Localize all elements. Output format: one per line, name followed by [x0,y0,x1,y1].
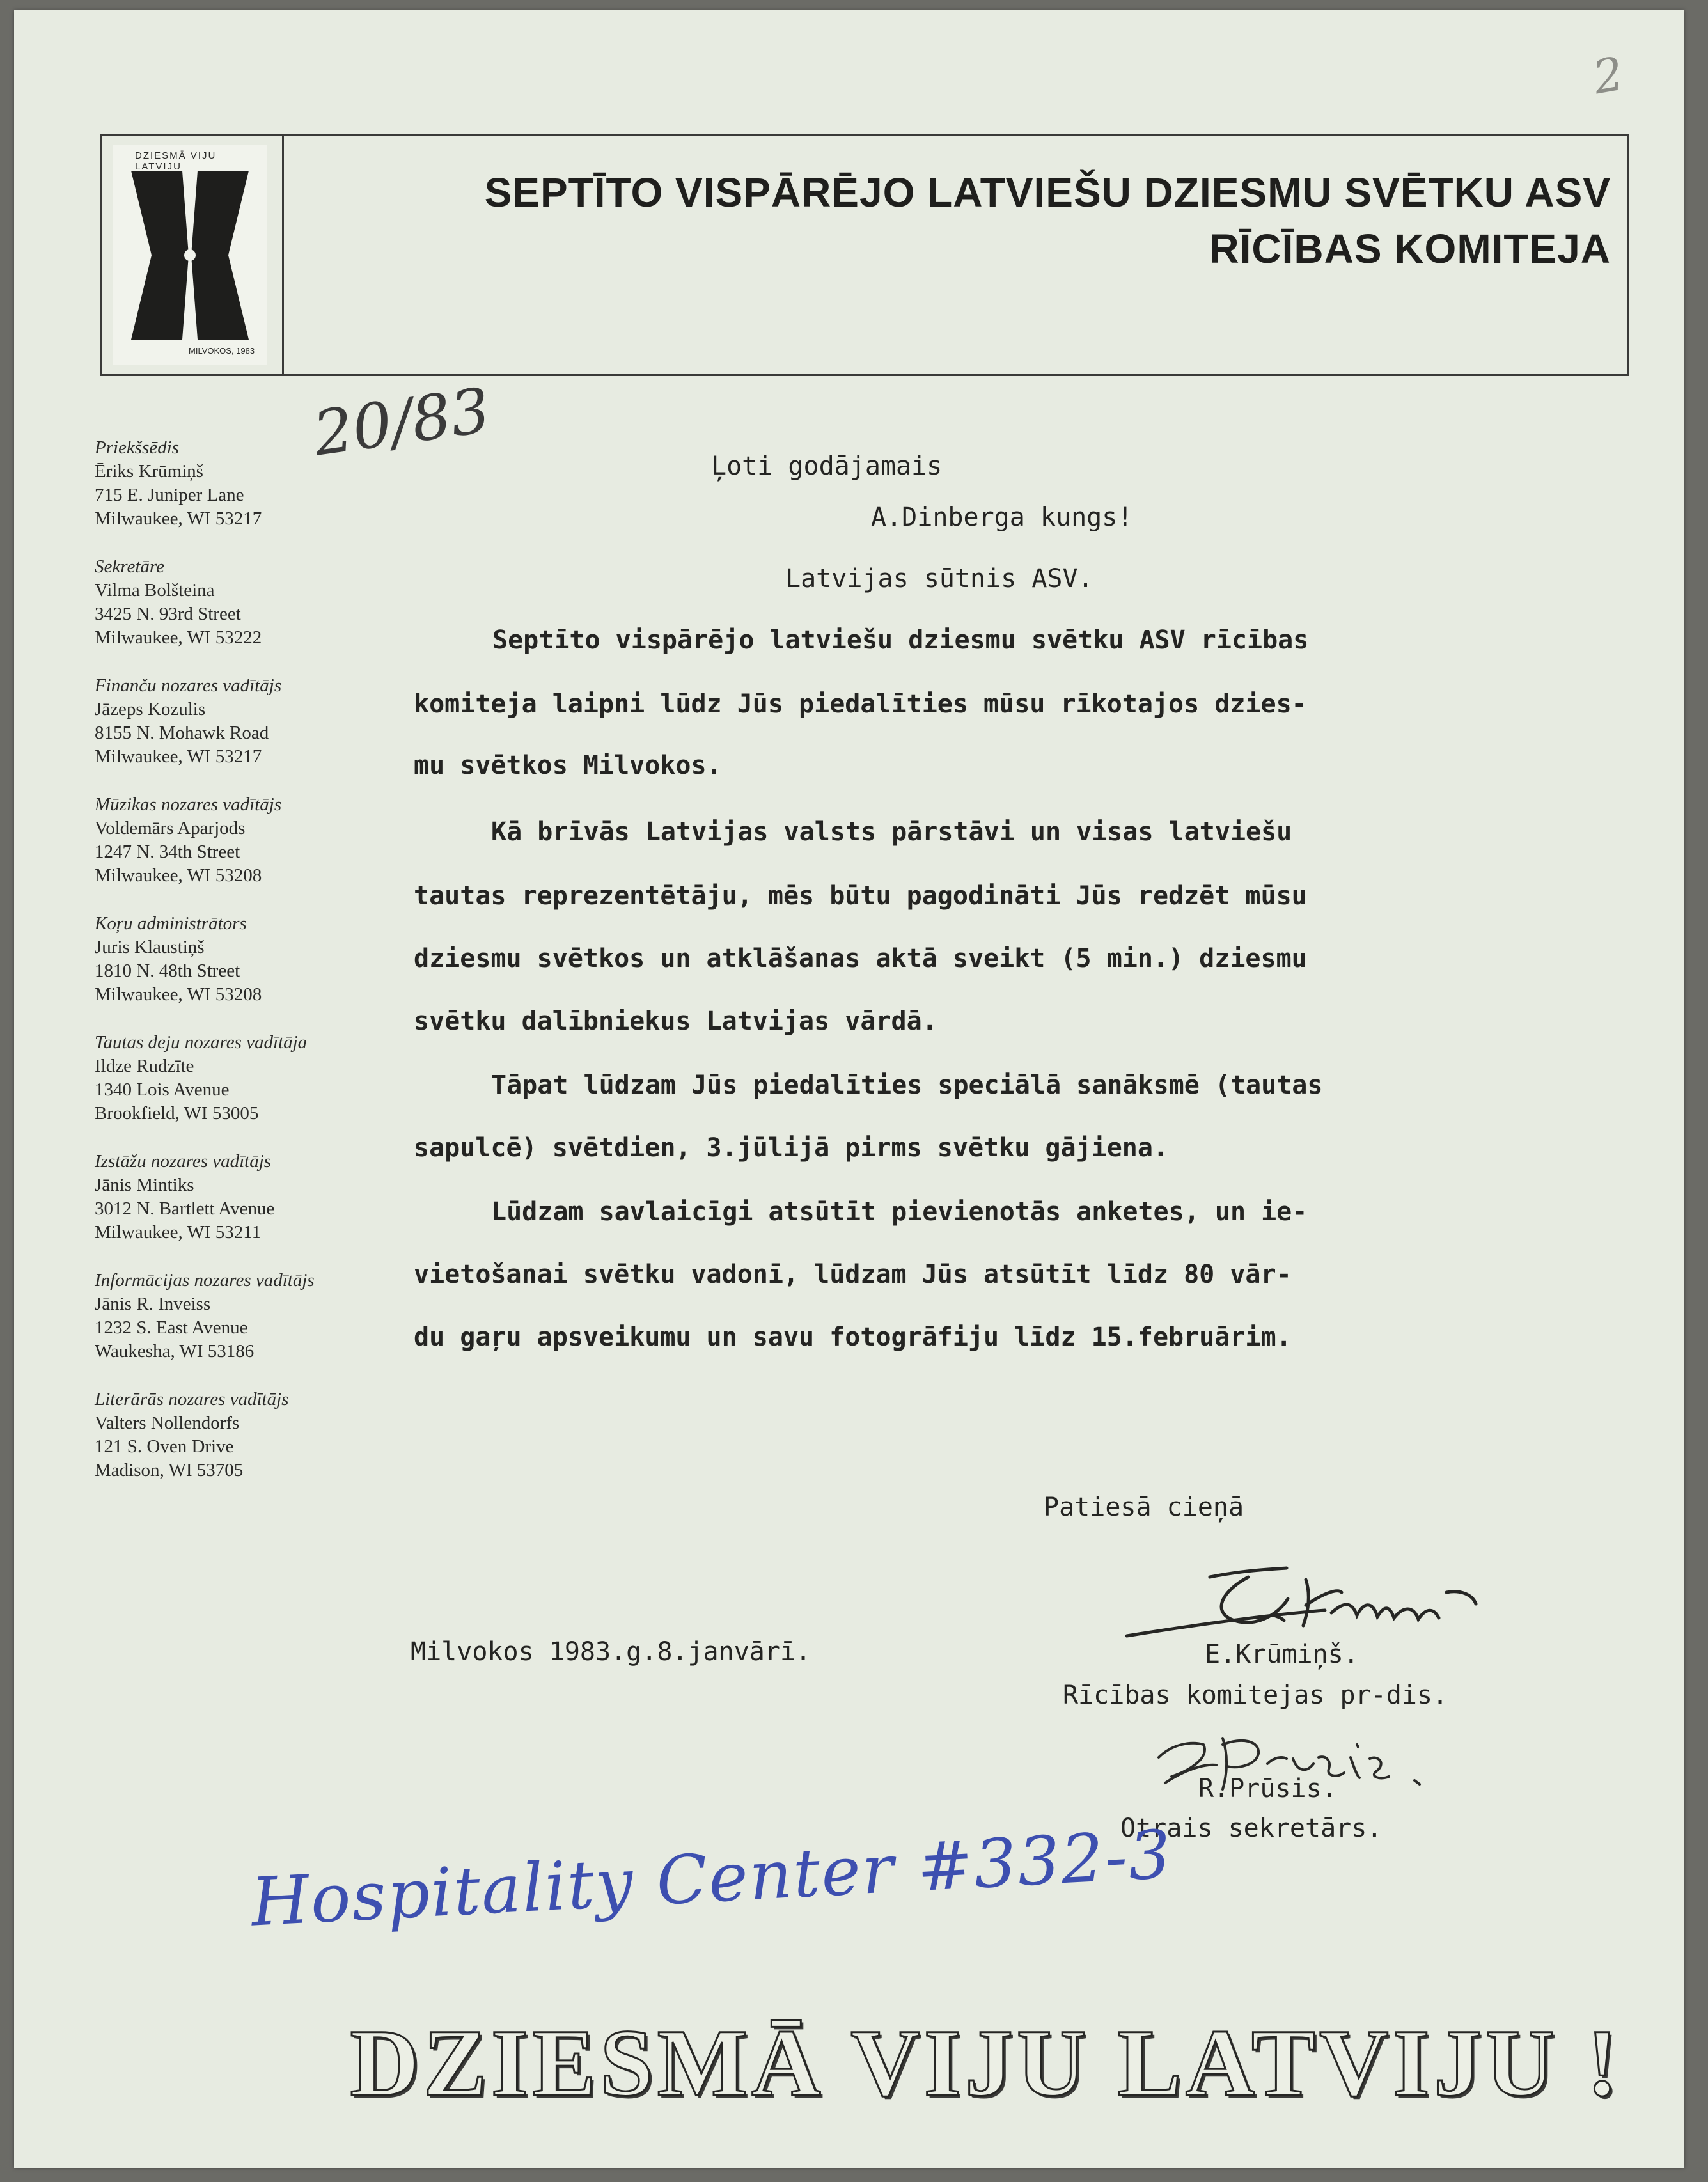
officer-street: 1232 S. East Avenue [95,1317,248,1338]
officer-street: 1340 Lois Avenue [95,1079,230,1100]
officer-entry [95,793,376,888]
officer-role: Sekretāre [95,556,164,577]
paragraph-line: svētku dalībniekus Latvijas vārdā. [414,1007,937,1036]
officer-name: Jāzeps Kozulis [95,699,206,719]
officer-city: Milwaukee, WI 53217 [95,746,262,767]
letterhead [100,134,1629,376]
paragraph-line: vietošanai svētku vadonī, lūdzam Jūs atsūtīt līdz 80 vār- [414,1260,1292,1289]
officer-name: Jānis R. Inveiss [95,1294,211,1314]
officer-role: Koŗu administrātors [95,913,247,934]
motto-footer: DZIESMĀ VIJU LATVIJU ! [350,2010,1622,2116]
officer-city: Milwaukee, WI 53217 [95,508,262,529]
officer-name: Ēriks Krūmiņš [95,461,203,482]
page-number: 2 [1589,46,1627,105]
officers-list [95,436,376,1507]
officer-name: Vilma Bolšteina [95,580,215,600]
officer-city: Madison, WI 53705 [95,1460,244,1480]
officer-city: Milwaukee, WI 53222 [95,627,262,648]
officer-name: Ildze Rudzīte [95,1056,194,1076]
committee-title-line1: SEPTĪTO VISPĀRĒJO LATVIEŠU DZIESMU SVĒTKU ASV [484,169,1611,216]
officer-city: Milwaukee, WI 53208 [95,865,262,886]
letter-page [14,10,1684,2168]
paragraph-line: du gaŗu apsveikumu un savu fotogrāfiju līdz 15.februārim. [414,1323,1292,1352]
officer-entry [95,1031,376,1126]
paragraph-line: Kā brīvās Latvijas valsts pārstāvi un visas latviešu [491,817,1292,847]
closing: Patiesā cieņā [1044,1493,1244,1522]
handwritten-reference-number: 20/83 [309,374,495,470]
committee-title [294,164,1611,277]
officer-name: Voldemārs Aparjods [95,818,246,838]
officer-street: 8155 N. Mohawk Road [95,723,269,743]
officer-role: Izstāžu nozares vadītājs [95,1151,272,1172]
officer-entry [95,674,376,769]
officer-street: 1247 N. 34th Street [95,842,240,862]
paragraph-line: Septīto vispārējo latviešu dziesmu svētku ASV rīcības [492,625,1309,655]
officer-street: 715 E. Juniper Lane [95,485,244,505]
officer-role: Literārās nozares vadītājs [95,1389,289,1409]
officer-role: Informācijas nozares vadītājs [95,1270,315,1291]
festival-logo [113,145,267,365]
officer-city: Milwaukee, WI 53211 [95,1222,262,1243]
officer-city: Brookfield, WI 53005 [95,1103,259,1124]
officer-street: 3012 N. Bartlett Avenue [95,1198,275,1219]
signer2-title: Otrais sekretārs. [1120,1814,1383,1843]
signer2-name: R.Prūsis. [1198,1774,1337,1803]
addressee-title: Latvijas sūtnis ASV. [785,564,1093,593]
logo-place: MILVOKOS, 1983 [189,346,255,356]
officer-street: 3425 N. 93rd Street [95,604,241,624]
paragraph-line: dziesmu svētkos un atklāšanas aktā sveikt (5 min.) dziesmu [414,944,1307,973]
officer-entry [95,1150,376,1244]
addressee: A.Dinberga kungs! [871,503,1133,532]
officer-entry [95,555,376,650]
place-date: Milvokos 1983.g.8.janvārī. [411,1637,811,1667]
paragraph-line: sapulcē) svētdien, 3.jūlijā pirms svētku gājiena. [414,1133,1169,1163]
paragraph-line: Tāpat lūdzam Jūs piedalīties speciālā sanāksmē (tautas [491,1071,1323,1100]
officer-street: 121 S. Oven Drive [95,1436,234,1457]
officer-name: Jānis Mintiks [95,1175,194,1195]
officer-name: Valters Nollendorfs [95,1413,240,1433]
paragraph-line: tautas reprezentētāju, mēs būtu pagodināti Jūs redzēt mūsu [414,881,1307,911]
paragraph-line: Lūdzam savlaicīgi atsūtīt pievienotās anketes, un ie- [491,1197,1308,1227]
officer-role: Mūzikas nozares vadītājs [95,794,282,815]
committee-title-line2: RĪCĪBAS KOMITEJA [1209,226,1611,272]
officer-role: Priekšsēdis [95,437,180,458]
paragraph-line: mu svētkos Milvokos. [414,751,722,780]
officer-city: Milwaukee, WI 53208 [95,984,262,1005]
officer-entry [95,912,376,1007]
officer-role: Finanču nozares vadītājs [95,675,282,696]
officer-role: Tautas deju nozares vadītāja [95,1032,308,1053]
signer1-title: Rīcības komitejas pr-dis. [1063,1681,1448,1710]
officer-city: Waukesha, WI 53186 [95,1341,255,1362]
officer-entry [95,1269,376,1363]
officer-entry [95,1388,376,1482]
salutation: Ļoti godājamais [711,451,943,481]
letterhead-divider [282,136,284,374]
officer-name: Juris Klaustiņš [95,937,205,957]
officer-street: 1810 N. 48th Street [95,961,240,981]
logo-text: DZIESMĀ VIJU LATVIJU [135,150,217,172]
paragraph-line: komiteja laipni lūdz Jūs piedalīties mūsu rīkotajos dzies- [414,689,1307,719]
signer1-name: E.Krūmiņš. [1205,1640,1359,1669]
handwritten-archive-note: Hospitality Center #332-3 [249,1815,1174,1942]
